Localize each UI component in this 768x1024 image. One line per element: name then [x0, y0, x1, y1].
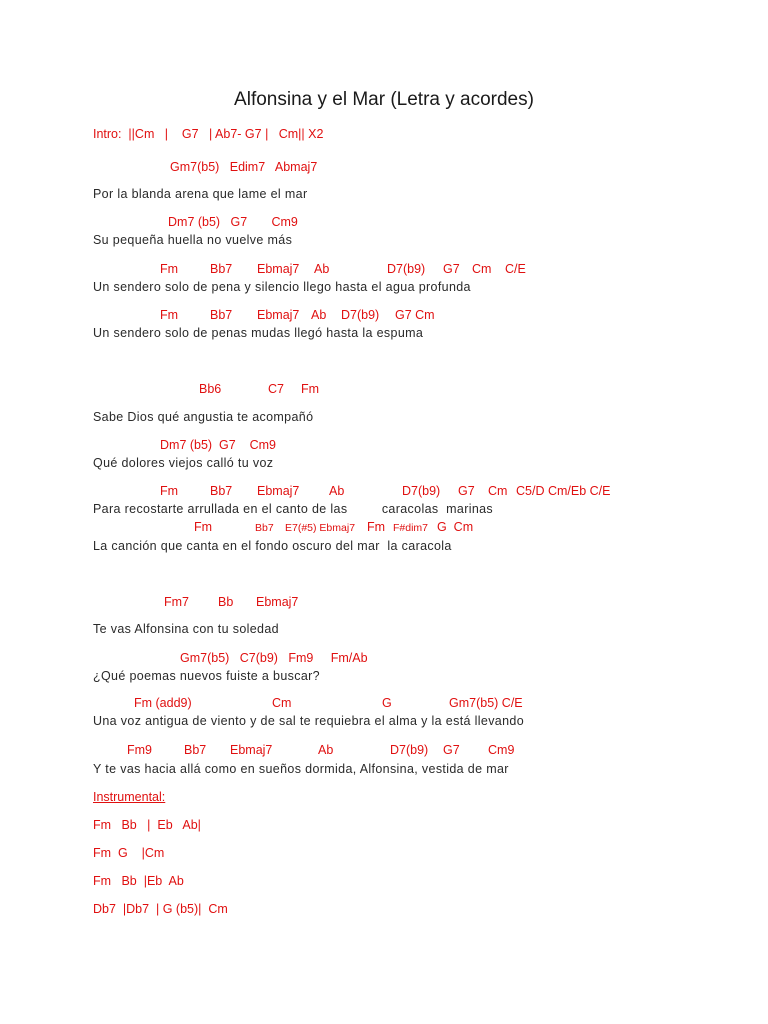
chord-line: Dm7 (b5) G7 Cm9 — [160, 438, 276, 452]
chord: Bb6 — [199, 382, 222, 396]
chord: D7(b9) — [341, 308, 380, 322]
lyric-line: Para recostarte arrullada en el canto de las caracolas marinas — [93, 502, 494, 516]
chord-line: Gm7(b5) C7(b9) Fm9 Fm/Ab — [180, 651, 368, 665]
lyric-line: Una voz antigua de viento y de sal te requiebra el alma y la está llevando — [93, 714, 525, 728]
chord: E7(#5) Ebmaj7 — [285, 522, 356, 534]
chord: Cm — [272, 696, 292, 710]
chord: Bb7 — [184, 743, 207, 757]
page-title: Alfonsina y el Mar (Letra y acordes) — [234, 89, 534, 110]
chord: Cm — [472, 262, 492, 276]
chord: D7(b9) — [390, 743, 429, 757]
chord: G7 Cm — [395, 308, 435, 322]
chord: G7 — [443, 743, 460, 757]
lyric-line: Qué dolores viejos calló tu voz — [93, 456, 274, 470]
chord: Fm — [160, 262, 179, 276]
chord: Fm7 — [164, 595, 189, 609]
chord: Bb7 — [210, 484, 233, 498]
chord: Bb — [218, 595, 234, 609]
chord: D7(b9) — [387, 262, 426, 276]
chord: Ebmaj7 — [257, 262, 300, 276]
chord: Bb7 — [210, 262, 233, 276]
chord: G7 — [458, 484, 475, 498]
chord: F#dim7 — [393, 522, 429, 534]
chord: Ebmaj7 — [256, 595, 299, 609]
chord: Fm9 — [127, 743, 152, 757]
chord: C5/D Cm/Eb C/E — [516, 484, 611, 498]
chord: Cm9 — [488, 743, 515, 757]
chord: Bb7 — [255, 522, 274, 534]
chord: Gm7(b5) C/E — [449, 696, 523, 710]
lyric-line: Un sendero solo de penas mudas llegó hasta la espuma — [93, 326, 424, 340]
chord: G Cm — [437, 520, 474, 534]
chord: C7 — [268, 382, 284, 396]
lyric-line: Su pequeña huella no vuelve más — [93, 233, 293, 247]
intro-line: Intro: ||Cm | G7 | Ab7- G7 | Cm|| X2 — [93, 127, 324, 141]
instrumental-line: Fm G |Cm — [93, 846, 165, 860]
chord: Ebmaj7 — [230, 743, 273, 757]
lyric-line: Un sendero solo de pena y silencio llego hasta el agua profunda — [93, 280, 471, 294]
instrumental-line: Fm Bb | Eb Ab| — [93, 818, 201, 832]
chord: Bb7 — [210, 308, 233, 322]
chord: Ab — [318, 743, 334, 757]
chord: Fm — [160, 484, 179, 498]
instrumental-heading: Instrumental: — [93, 790, 166, 804]
chord: Fm — [194, 520, 213, 534]
chord: Ab — [311, 308, 327, 322]
chord: Fm — [160, 308, 179, 322]
chord: Ebmaj7 — [257, 484, 300, 498]
chord: Cm — [488, 484, 508, 498]
chord: C/E — [505, 262, 526, 276]
lyric-line: ¿Qué poemas nuevos fuiste a buscar? — [93, 669, 320, 683]
instrumental-line: Fm Bb |Eb Ab — [93, 874, 184, 888]
chord: Ebmaj7 — [257, 308, 300, 322]
lyric-line: Te vas Alfonsina con tu soledad — [93, 622, 279, 636]
lyric-line: La canción que canta en el fondo oscuro del mar la caracola — [93, 539, 452, 553]
chord: Ab — [329, 484, 345, 498]
chord: Ab — [314, 262, 330, 276]
chord: Fm (add9) — [134, 696, 192, 710]
chord: Fm — [301, 382, 320, 396]
chord: G7 — [443, 262, 460, 276]
lyric-line: Por la blanda arena que lame el mar — [93, 187, 308, 201]
lyric-line: Y te vas hacia allá como en sueños dormida, Alfonsina, vestida de mar — [93, 762, 509, 776]
lyric-line: Sabe Dios qué angustia te acompañó — [93, 410, 314, 424]
chord: D7(b9) — [402, 484, 441, 498]
instrumental-line: Db7 |Db7 | G (b5)| Cm — [93, 902, 228, 916]
chord: Fm — [367, 520, 386, 534]
chord: G — [382, 696, 392, 710]
chord-line: Gm7(b5) Edim7 Abmaj7 — [170, 160, 318, 174]
chord-line: Dm7 (b5) G7 Cm9 — [168, 215, 298, 229]
